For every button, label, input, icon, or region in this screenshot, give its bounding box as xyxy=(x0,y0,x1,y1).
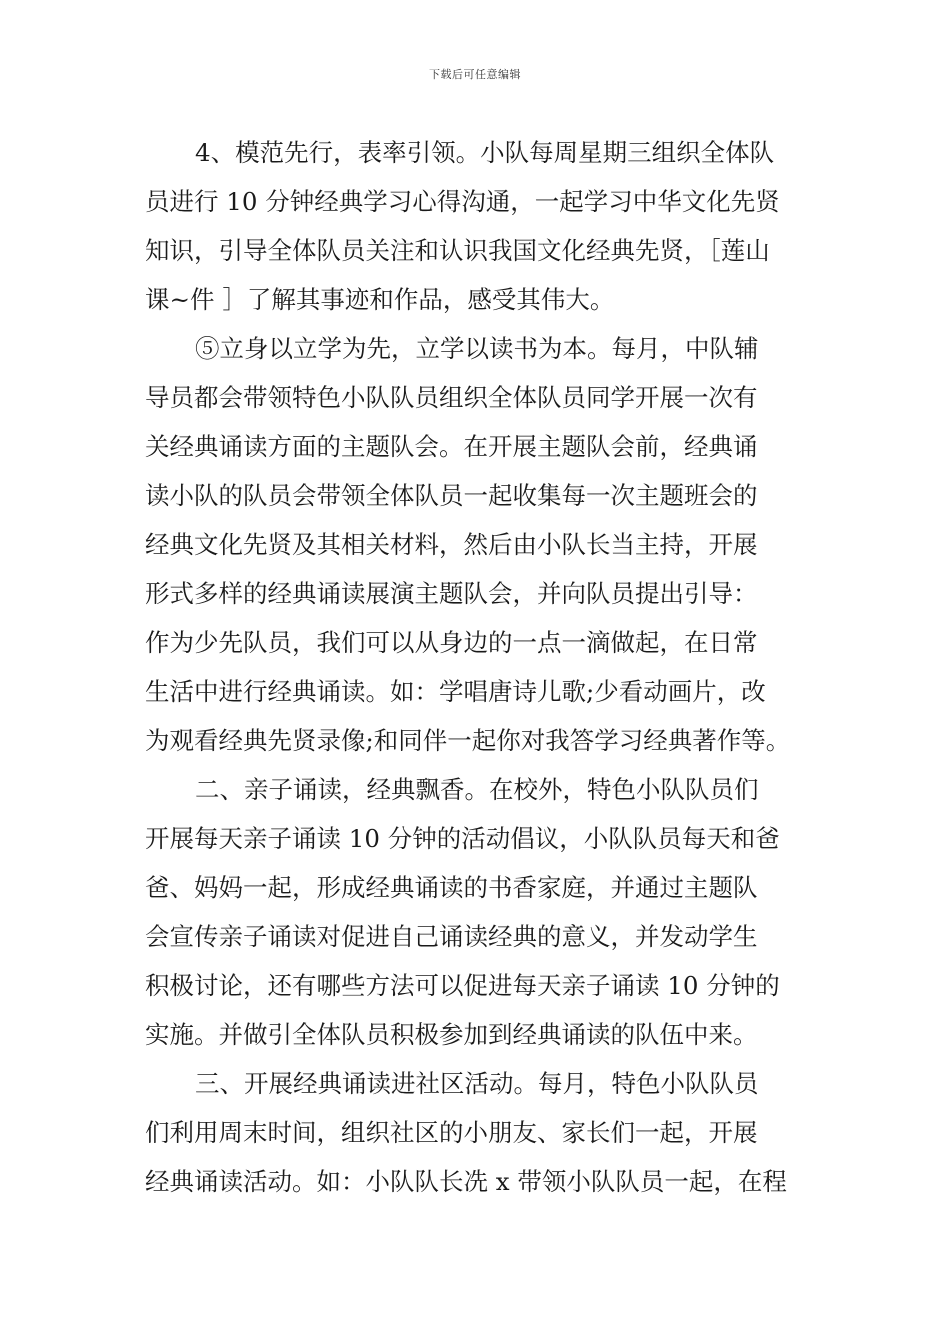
text-line: 读小队的队员会带领全体队员一起收集每一次主题班会的 xyxy=(145,481,758,510)
paragraph xyxy=(145,1059,809,1206)
text-line: 们利用周末时间，组织社区的小朋友、家长们一起，开展 xyxy=(145,1118,758,1147)
paragraph xyxy=(145,765,809,1059)
text-line: 开展每天亲子诵读 10 分钟的活动倡议，小队队员每天和爸 xyxy=(145,824,780,853)
document-body xyxy=(145,128,809,1206)
text-line: 实施。并做引全体队员积极参加到经典诵读的队伍中来。 xyxy=(145,1020,758,1049)
text-line: 爸、妈妈一起，形成经典诵读的书香家庭，并通过主题队 xyxy=(145,873,758,902)
text-line: 经典文化先贤及其相关材料，然后由小队长当主持，开展 xyxy=(145,530,758,559)
text-line: 4、模范先行，表率引领。小队每周星期三组织全体队 xyxy=(195,138,775,167)
text-line: 会宣传亲子诵读对促进自己诵读经典的意义，并发动学生 xyxy=(145,922,758,951)
text-line: 为观看经典先贤录像;和同伴一起你对我答学习经典著作等。 xyxy=(145,726,791,755)
text-line: 生活中进行经典诵读。如：学唱唐诗儿歌;少看动画片，改 xyxy=(145,677,766,706)
page-header: 下载后可任意编辑 xyxy=(429,68,521,81)
text-line: 员进行 10 分钟经典学习心得沟通，一起学习中华文化先贤 xyxy=(145,187,780,216)
text-line: 作为少先队员，我们可以从身边的一点一滴做起，在日常 xyxy=(145,628,758,657)
text-line: 关经典诵读方面的主题队会。在开展主题队会前，经典诵 xyxy=(145,432,758,461)
text-line: ⑤立身以立学为先，立学以读书为本。每月，中队辅 xyxy=(195,334,759,363)
text-line: 经典诵读活动。如：小队队长冼 x 带领小队队员一起，在程 xyxy=(145,1167,787,1196)
text-line: 积极讨论，还有哪些方法可以促进每天亲子诵读 10 分钟的 xyxy=(145,971,780,1000)
text-line: 形式多样的经典诵读展演主题队会，并向队员提出引导： xyxy=(145,579,758,608)
text-line: 知识，引导全体队员关注和认识我国文化经典先贤，［莲山 xyxy=(145,236,770,265)
text-line: 二、亲子诵读，经典飘香。在校外，特色小队队员们 xyxy=(195,775,759,804)
text-line: 三、开展经典诵读进社区活动。每月，特色小队队员 xyxy=(195,1069,759,1098)
paragraph xyxy=(145,128,809,324)
paragraph xyxy=(145,324,809,765)
text-line: 课~件 ］了解其事迹和作品，感受其伟大。 xyxy=(145,285,615,314)
text-line: 导员都会带领特色小队队员组织全体队员同学开展一次有 xyxy=(145,383,758,412)
